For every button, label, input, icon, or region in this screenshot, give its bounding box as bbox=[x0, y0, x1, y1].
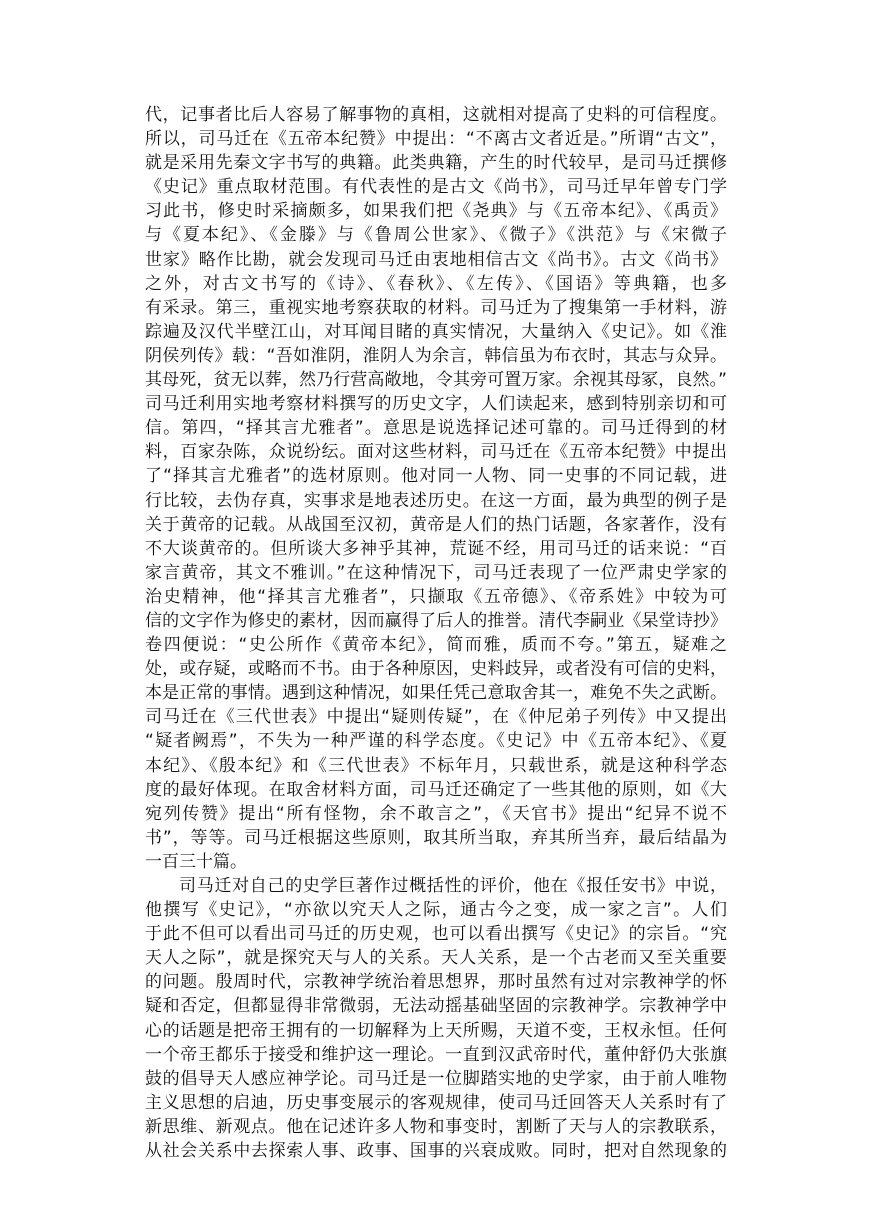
text-line: 心的话题是把帝王拥有的一切解释为上天所赐，天道不变，王权永恒。任何 bbox=[145, 1020, 727, 1041]
text-line: 从社会关系中去探索人事、政事、国事的兴衰成败。同时，把对自然现象的 bbox=[145, 1141, 727, 1162]
text-line: 有采录。第三，重视实地考察获取的材料。司马迁为了搜集第一手材料，游 bbox=[145, 297, 727, 318]
text-line: 所以，司马迁在《五帝本纪赞》中提出：“不离古文者近是。”所谓“古文”， bbox=[145, 129, 727, 150]
text-line: 于此不但可以看出司马迁的历史观，也可以看出撰写《史记》的宗旨。“究 bbox=[145, 924, 727, 945]
text-line: 《史记》重点取材范围。有代表性的是古文《尚书》，司马迁早年曾专门学 bbox=[145, 177, 727, 198]
text-line: 料，百家杂陈，众说纷纭。面对这些材料，司马迁在《五帝本纪赞》中提出 bbox=[145, 442, 727, 463]
body-text bbox=[145, 103, 727, 1163]
text-line: 世家》略作比勘，就会发现司马迁由衷地相信古文《尚书》。古文《尚书》 bbox=[145, 249, 727, 270]
text-line: 习此书，修史时采摘颇多，如果我们把《尧典》与《五帝本纪》、《禹贡》 bbox=[145, 201, 727, 222]
text-line: 司马迁利用实地考察材料撰写的历史文字，人们读起来，感到特别亲切和可 bbox=[145, 394, 727, 415]
text-line: 本纪》、《殷本纪》和《三代世表》不标年月，只载世系，就是这种科学态 bbox=[145, 755, 727, 776]
text-line: 他撰写《史记》，“亦欲以究天人之际，通古今之变，成一家之言”。人们 bbox=[145, 900, 727, 921]
text-line: 度的最好体现。在取舍材料方面，司马迁还确定了一些其他的原则，如《大 bbox=[145, 779, 727, 800]
text-line: 治史精神，他“择其言尤雅者”，只撷取《五帝德》、《帝系姓》中较为可 bbox=[145, 586, 727, 607]
text-line: 行比较，去伪存真，实事求是地表述历史。在这一方面，最为典型的例子是 bbox=[145, 490, 727, 511]
text-line: 卷四便说：“史公所作《黄帝本纪》，简而雅，质而不夸。”第五，疑难之 bbox=[145, 635, 727, 656]
text-line: 疑和否定，但都显得非常微弱，无法动摇基础坚固的宗教神学。宗教神学中 bbox=[145, 996, 727, 1017]
text-line: 不大谈黄帝的。但所谈大多神乎其神，荒诞不经，用司马迁的话来说：“百 bbox=[145, 538, 727, 559]
text-line: 的问题。殷周时代，宗教神学统治着思想界，那时虽然有过对宗教神学的怀 bbox=[145, 972, 727, 993]
paragraph-first-line: 司马迁对自己的史学巨著作过概括性的评价，他在《报任安书》中说， bbox=[179, 876, 727, 896]
text-line: 主义思想的启迪，历史事变展示的客观规律，使司马迁回答天人关系时有了 bbox=[145, 1092, 727, 1113]
text-line: 新思维、新观点。他在记述许多人物和事变时，割断了天与人的宗教联系， bbox=[145, 1116, 727, 1137]
text-line: 代，记事者比后人容易了解事物的真相，这就相对提高了史料的可信程度。 bbox=[145, 105, 727, 125]
text-line: “疑者阙焉”，不失为一种严谨的科学态度。《史记》中《五帝本纪》、《夏 bbox=[145, 731, 727, 752]
text-line: 其母死，贫无以葬，然乃行营高敞地，令其旁可置万家。余视其母冢，良然。” bbox=[145, 370, 727, 391]
text-line: 信的文字作为修史的素材，因而赢得了后人的推誉。清代李嗣业《杲堂诗抄》 bbox=[145, 610, 727, 631]
paragraph-end-line: 一百三十篇。 bbox=[145, 851, 247, 872]
text-line: 信。第四，“择其言尤雅者”。意思是说选择记述可靠的。司马迁得到的材 bbox=[145, 418, 727, 439]
text-line: 关于黄帝的记载。从战国至汉初，黄帝是人们的热门话题，各家著作，没有 bbox=[145, 514, 727, 535]
text-line: 踪遍及汉代半壁江山，对耳闻目睹的真实情况，大量纳入《史记》。如《淮 bbox=[145, 321, 727, 342]
text-line: 司马迁在《三代世表》中提出“疑则传疑”，在《仲尼弟子列传》中又提出 bbox=[145, 707, 727, 728]
text-line: 一个帝王都乐于接受和维护这一理论。一直到汉武帝时代，董仲舒仍大张旗 bbox=[145, 1044, 727, 1065]
text-line: 了“择其言尤雅者”的选材原则。他对同一人物、同一史事的不同记载，进 bbox=[145, 466, 727, 487]
text-line: 宛列传赞》提出“所有怪物，余不敢言之”，《天官书》提出“纪异不说不 bbox=[145, 803, 727, 824]
text-line: 家言黄帝，其文不雅训。”在这种情况下，司马迁表现了一位严肃史学家的 bbox=[145, 562, 727, 583]
text-line: 处，或存疑，或略而不书。由于各种原因，史料歧异，或者没有可信的史料， bbox=[145, 659, 727, 680]
text-line: 与《夏本纪》、《金滕》与《鲁周公世家》、《微子》《洪范》与《宋微子 bbox=[145, 225, 727, 246]
text-line: 书”，等等。司马迁根据这些原则，取其所当取，弃其所当弃，最后结晶为 bbox=[145, 827, 727, 848]
text-line: 鼓的倡导天人感应神学论。司马迁是一位脚踏实地的史学家，由于前人唯物 bbox=[145, 1068, 727, 1089]
text-line: 之外，对古文书写的《诗》、《春秋》、《左传》、《国语》等典籍，也多 bbox=[145, 273, 727, 294]
text-line: 天人之际”，就是探究天与人的关系。天人关系，是一个古老而又至关重要 bbox=[145, 948, 727, 969]
text-line: 阴侯列传》载：“吾如淮阴，淮阴人为余言，韩信虽为布衣时，其志与众异。 bbox=[145, 345, 727, 366]
text-line: 本是正常的事情。遇到这种情况，如果任凭己意取舍其一，难免不失之武断。 bbox=[145, 683, 727, 704]
text-line: 就是采用先秦文字书写的典籍。此类典籍，产生的时代较早，是司马迁撰修 bbox=[145, 153, 727, 174]
